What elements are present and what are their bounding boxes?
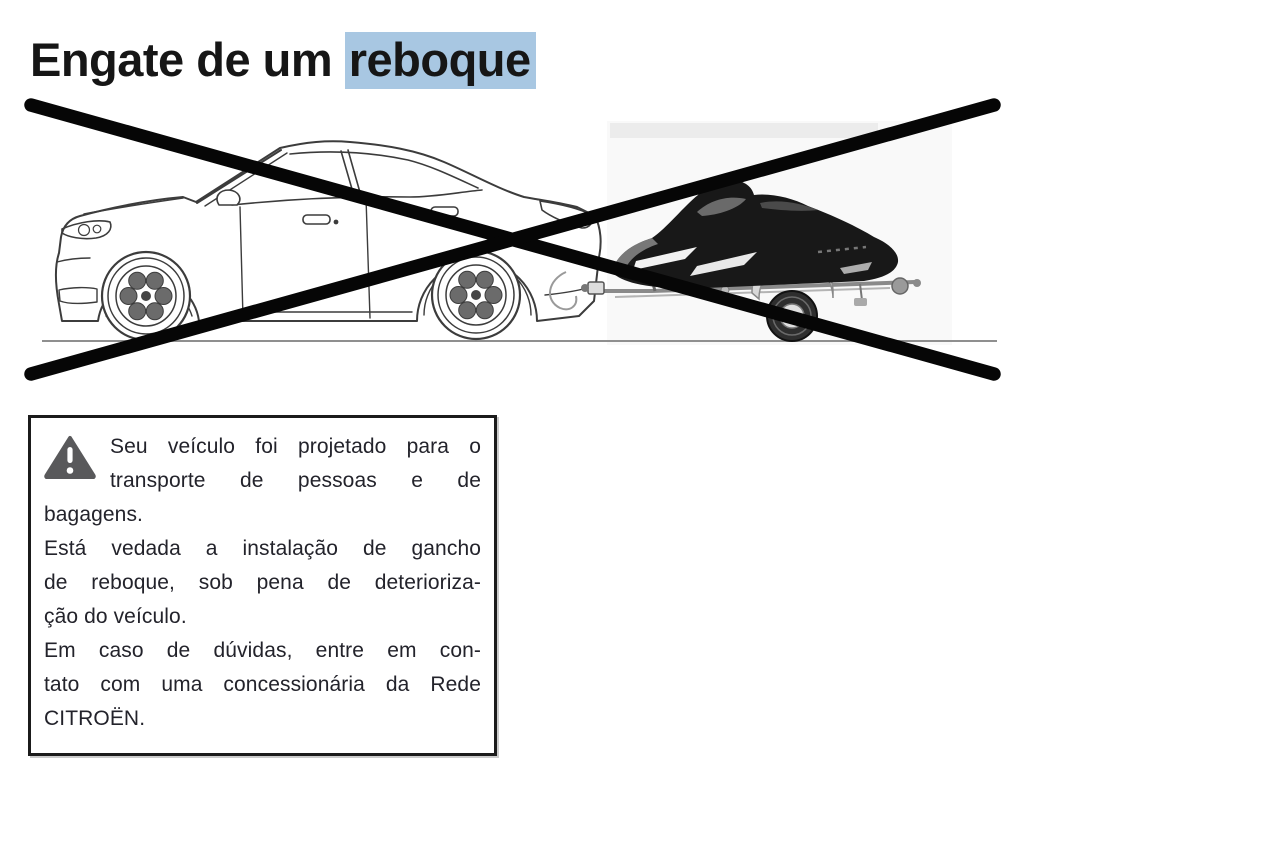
warning-line: de reboque, sob pena de deterioriza- bbox=[44, 571, 481, 594]
warning-line: bagagens. bbox=[44, 503, 143, 526]
warning-line: CITROËN. bbox=[44, 707, 146, 730]
illustration-crossed-towing bbox=[0, 80, 1020, 400]
warning-line: transporte de pessoas e de bbox=[110, 469, 481, 492]
warning-line: ção do veículo. bbox=[44, 605, 187, 628]
warning-triangle-icon bbox=[44, 435, 96, 479]
page-title bbox=[30, 34, 536, 87]
title-search-highlight: reboque bbox=[345, 32, 536, 89]
warning-line: Está vedada a instalação de gancho bbox=[44, 537, 481, 560]
warning-line: tato com uma concessionária da Rede bbox=[44, 673, 481, 696]
warning-line: Seu veículo foi projetado para o bbox=[110, 435, 481, 458]
title-text: Engate de um bbox=[30, 33, 333, 86]
warning-box bbox=[28, 415, 497, 756]
warning-line: Em caso de dúvidas, entre em con- bbox=[44, 639, 481, 662]
